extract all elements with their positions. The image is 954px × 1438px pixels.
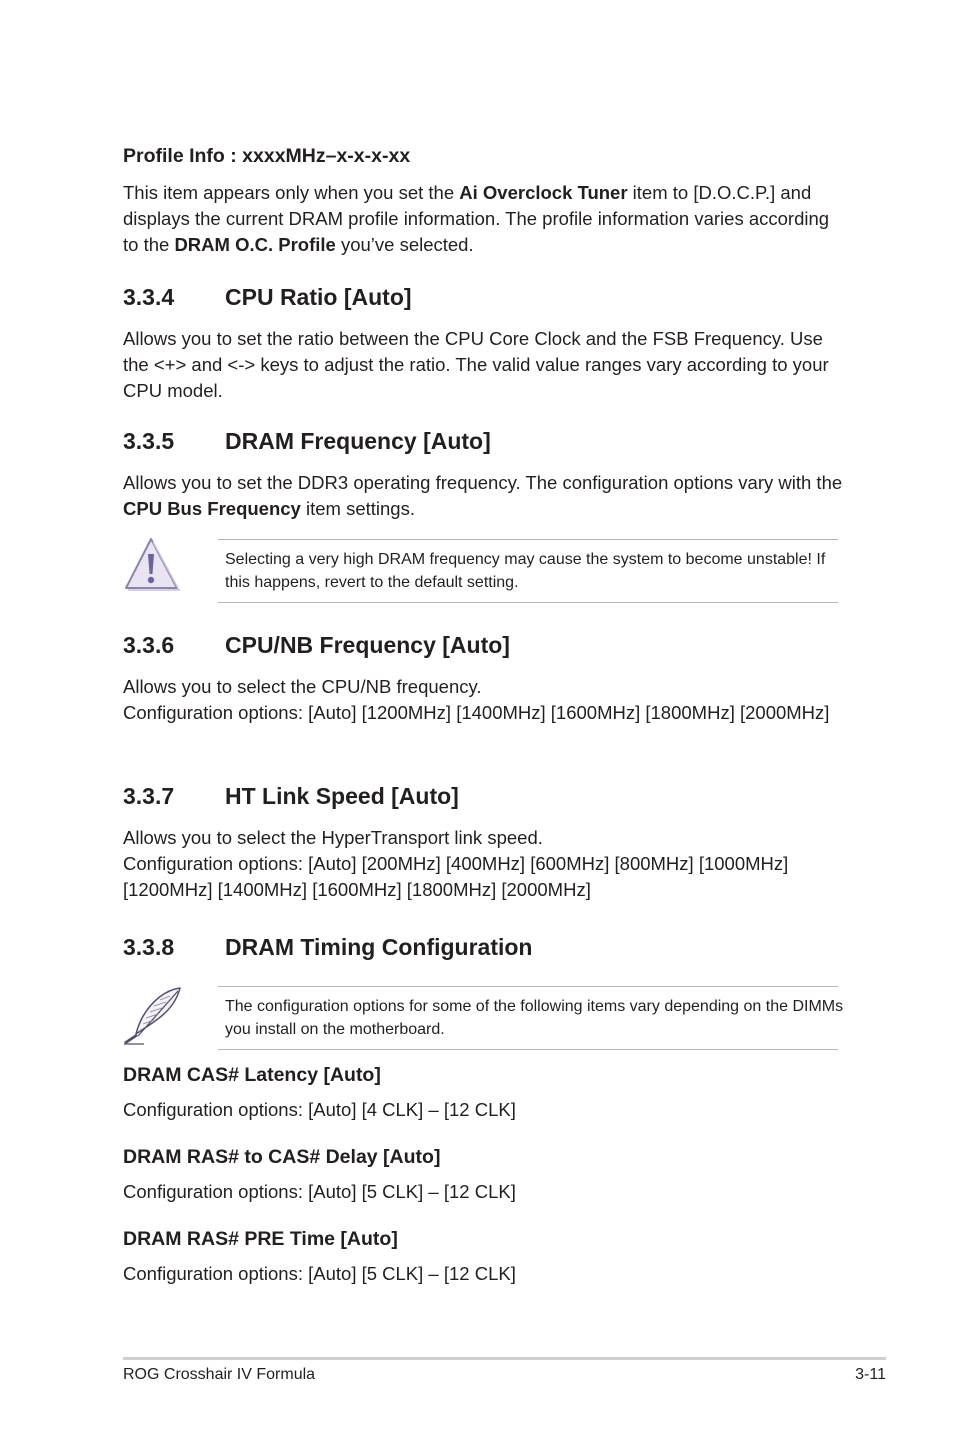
note-top-rule [218, 986, 838, 987]
warning-bottom-rule [218, 602, 838, 603]
timing-item-heading: DRAM RAS# to CAS# Delay [Auto] [123, 1146, 441, 1168]
cpu-nb-frequency-body [123, 674, 843, 726]
section-heading-dram-timing [123, 934, 532, 961]
section-title: DRAM Timing Configuration [225, 934, 533, 960]
section-heading-dram-frequency [123, 428, 491, 455]
cpu-ratio-body: Allows you to set the ratio between the CPU Core Clock and the FSB Frequency. Use the <+> and <-> keys to adjust the ratio. The valid value ranges vary according to your CPU model. [123, 328, 829, 401]
footer-rule [123, 1357, 886, 1360]
footer-page-number: 3-11 [855, 1366, 886, 1383]
warning-text: Selecting a very high DRAM frequency may cause the system to become unstable! If this happens, revert to the default setting. [225, 551, 826, 591]
dram-frequency-text-1: Allows you to set the DDR3 operating frequency. The configuration options vary with the [123, 472, 843, 493]
profile-info-text-3: you’ve selected. [335, 234, 474, 255]
profile-info-text-1: This item appears only when you set the [123, 182, 460, 203]
section-number: 3.3.6 [123, 632, 175, 658]
profile-info-paragraph [123, 180, 843, 258]
note-bottom-rule [218, 1049, 838, 1050]
cpu-nb-frequency-line-1: Allows you to select the CPU/NB frequency. [123, 676, 482, 697]
section-number: 3.3.5 [123, 428, 175, 454]
dram-frequency-body [123, 470, 843, 522]
timing-item-options: Configuration options: [Auto] [5 CLK] – [12 CLK] [123, 1181, 516, 1202]
section-title: CPU/NB Frequency [Auto] [225, 632, 510, 658]
section-title: CPU Ratio [Auto] [225, 284, 412, 310]
section-heading-cpu-ratio [123, 284, 412, 311]
timing-item-options: Configuration options: [Auto] [4 CLK] – [12 CLK] [123, 1099, 516, 1120]
quill-pen-icon [122, 984, 186, 1048]
ht-link-speed-body [123, 825, 843, 903]
timing-item-options: Configuration options: [Auto] [5 CLK] – [12 CLK] [123, 1263, 516, 1284]
ai-overclock-tuner-ref: Ai Overclock Tuner [459, 182, 628, 203]
section-number: 3.3.4 [123, 284, 175, 310]
timing-item-heading: DRAM CAS# Latency [Auto] [123, 1064, 381, 1086]
section-title: HT Link Speed [Auto] [225, 783, 459, 809]
caution-triangle-icon [124, 536, 180, 592]
section-number: 3.3.8 [123, 934, 175, 960]
timing-item-heading: DRAM RAS# PRE Time [Auto] [123, 1228, 398, 1250]
warning-top-rule [218, 539, 838, 540]
dram-frequency-text-2: item settings. [300, 498, 415, 519]
section-number: 3.3.7 [123, 783, 175, 809]
cpu-bus-frequency-ref: CPU Bus Frequency [123, 498, 301, 519]
ht-link-speed-options: Configuration options: [Auto] [200MHz] [400MHz] [600MHz] [800MHz] [1000MHz] [1200MHz] [1400MHz] [1600MHz] [1800MHz] [2000MHz] [123, 853, 789, 900]
ht-link-speed-line-1: Allows you to select the HyperTransport link speed. [123, 827, 543, 848]
cpu-nb-frequency-options: Configuration options: [Auto] [1200MHz] [1400MHz] [1600MHz] [1800MHz] [2000MHz] [123, 702, 830, 723]
profile-info-heading: Profile Info : xxxxMHz–x-x-x-xx [123, 145, 411, 167]
profile-info-text-2: item to [D.O.C.P.] and displays the current DRAM profile information. The profile information varies according to the [123, 182, 830, 255]
section-heading-cpu-nb-frequency [123, 632, 510, 659]
section-title: DRAM Frequency [Auto] [225, 428, 491, 454]
dram-oc-profile-ref: DRAM O.C. Profile [174, 234, 336, 255]
footer-manual-title: ROG Crosshair IV Formula [123, 1366, 316, 1383]
section-heading-ht-link-speed [123, 783, 459, 810]
note-text: The configuration options for some of the following items vary depending on the DIMMs you install on the motherboard. [225, 998, 844, 1038]
